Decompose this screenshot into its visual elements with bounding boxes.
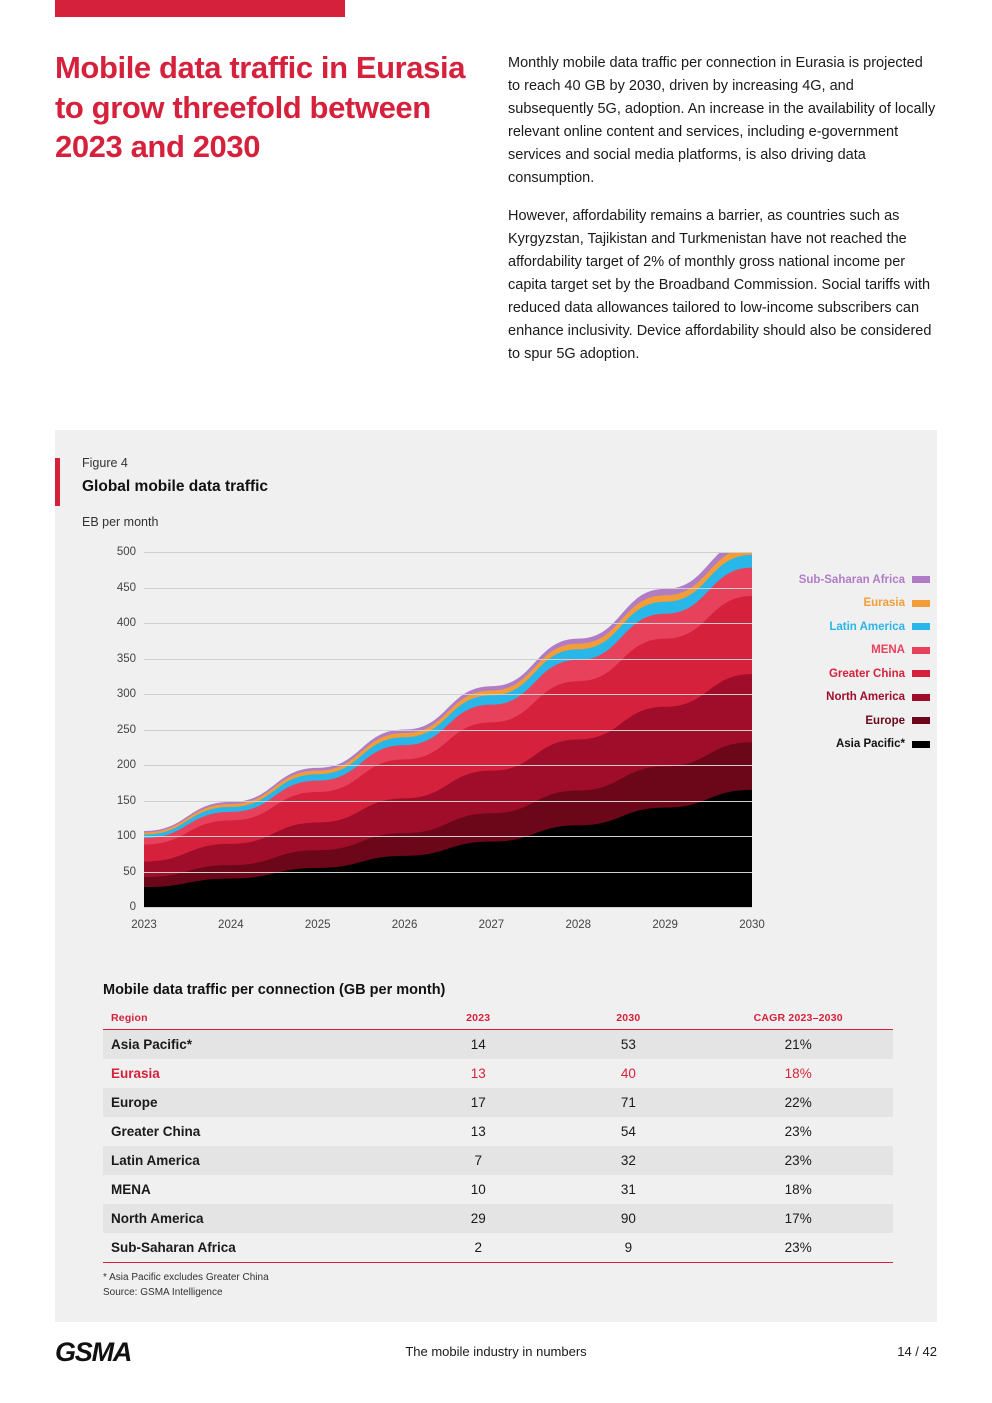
figure-number: Figure 4: [82, 456, 128, 470]
chart-gridline: [116, 617, 752, 629]
cell-region: Sub-Saharan Africa: [103, 1233, 403, 1263]
x-axis-tick: 2026: [391, 919, 418, 931]
legend-label: Asia Pacific*: [835, 738, 905, 751]
chart-gridline: [129, 901, 752, 913]
intro-paragraph-1: Monthly mobile data traffic per connection in Eurasia is projected to reach 40 GB by 2030, driven by increasing 4G, and subsequently 5G, adoption. An increase in the availability of locally relevant online content and services, including e-government services and social media platforms, is also driving data consumption.: [508, 55, 936, 186]
legend-swatch: [912, 647, 930, 654]
table-row: [103, 1030, 893, 1060]
chart-gridline: [116, 759, 752, 771]
page-title: Mobile data traffic in Eurasia to grow threefold between 2023 and 2030: [55, 50, 466, 165]
table-row: [103, 1175, 893, 1204]
y-axis-tick: 0: [129, 901, 136, 913]
cell-2023: 10: [470, 1182, 486, 1197]
cell-region: North America: [111, 1211, 204, 1226]
chart-plot-area: [116, 546, 765, 931]
cell-cagr: 18%: [784, 1182, 812, 1197]
legend-swatch: [912, 694, 930, 701]
cell-2023: 7: [474, 1153, 482, 1168]
intro-text: [508, 52, 938, 382]
cell-2030: 9: [553, 1233, 703, 1263]
table-row: [103, 1117, 893, 1146]
legend-item: [795, 662, 930, 686]
cell-2030: 53: [620, 1037, 636, 1052]
cell-region: Asia Pacific*: [111, 1037, 193, 1052]
cell-2023: 17: [470, 1095, 486, 1110]
x-axis-tick: 2024: [218, 919, 244, 931]
table-row: [103, 1088, 893, 1117]
cell-cagr: 23%: [784, 1124, 812, 1139]
cell-region: Eurasia: [111, 1066, 160, 1081]
chart-gridline: [123, 865, 752, 878]
legend-label: Eurasia: [863, 597, 905, 610]
chart-gridline: [116, 546, 752, 558]
gsma-logo: GSMA: [55, 1337, 132, 1367]
legend-item: [795, 615, 930, 639]
legend-swatch: [912, 670, 930, 677]
y-axis-tick: 300: [116, 688, 136, 700]
x-axis-tick: 2025: [304, 919, 331, 931]
x-axis-tick: 2029: [652, 919, 678, 931]
table-row: [103, 1204, 893, 1233]
figure-accent-bar: [55, 458, 60, 506]
intro-paragraph-2: However, affordability remains a barrier, as countries such as Kyrgyzstan, Tajikistan and Turkmenistan have not reached the affordability target of 2% of monthly gross national income per capita target set by the Broadband Commission. Social tariffs with reduced data allowances tailored to low-income subscribers can enhance inclusivity. Device affordability should also be considered to spur 5G adoption.: [508, 208, 932, 362]
legend-item: [795, 733, 930, 757]
x-axis-tick: 2028: [565, 919, 592, 931]
cell-2030: 31: [620, 1182, 636, 1197]
y-axis-tick: 350: [116, 652, 136, 665]
cell-2030: 71: [620, 1095, 636, 1110]
data-table: [103, 1008, 893, 1263]
col-header-2023: 2023: [403, 1008, 553, 1030]
col-header-2030: 2030: [553, 1008, 703, 1030]
cell-cagr: 17%: [784, 1211, 812, 1226]
cell-2030: 32: [620, 1153, 636, 1168]
legend-label: Latin America: [829, 620, 905, 633]
chart-gridline: [116, 794, 752, 807]
chart-gridline: [116, 723, 752, 736]
page-number: 14 / 42: [897, 1344, 937, 1359]
cell-2030: 54: [620, 1124, 636, 1139]
legend-swatch: [912, 600, 930, 607]
footer-caption: The mobile industry in numbers: [405, 1344, 587, 1359]
legend-item: [795, 568, 930, 592]
cell-region: Europe: [111, 1095, 158, 1110]
chart-gridline: [116, 581, 752, 594]
table-row: [103, 1146, 893, 1175]
cell-2023: 13: [470, 1066, 486, 1081]
cell-2023: 14: [470, 1037, 486, 1052]
cell-2023: 2: [403, 1233, 553, 1263]
figure-title: Global mobile data traffic: [82, 478, 269, 495]
cell-2023: 13: [470, 1124, 486, 1139]
cell-2023: 29: [470, 1211, 486, 1226]
col-header-cagr: CAGR 2023–2030: [703, 1008, 893, 1030]
chart-gridline: [116, 688, 752, 700]
legend-item: [795, 639, 930, 663]
cell-region: Greater China: [111, 1124, 201, 1139]
cell-2030: 90: [620, 1211, 636, 1226]
legend-item: [795, 592, 930, 616]
y-axis-tick: 250: [116, 723, 136, 736]
cell-region: Latin America: [111, 1153, 200, 1168]
cell-cagr: 22%: [784, 1095, 812, 1110]
y-axis-unit-label: EB per month: [82, 515, 159, 529]
y-axis-tick: 450: [116, 581, 136, 594]
cell-2030: 40: [620, 1066, 636, 1081]
cell-region: MENA: [111, 1182, 151, 1197]
legend-swatch: [912, 717, 930, 724]
legend-label: MENA: [871, 644, 905, 657]
table-row: [103, 1233, 893, 1263]
y-axis-tick: 50: [123, 865, 136, 878]
footnote-line-1: * Asia Pacific excludes Greater China: [103, 1272, 269, 1283]
x-axis-tick: 2030: [739, 919, 765, 931]
legend-swatch: [912, 741, 930, 748]
stacked-area-chart: [82, 542, 782, 942]
legend-item: [795, 686, 930, 710]
y-axis-tick: 400: [116, 617, 136, 629]
y-axis-tick: 150: [116, 794, 136, 807]
x-axis-tick: 2023: [131, 919, 157, 931]
top-accent-bar: [55, 0, 345, 17]
table-row: [103, 1059, 893, 1088]
y-axis-tick: 500: [116, 546, 136, 558]
legend-swatch: [912, 576, 930, 583]
cell-cagr: 23%: [784, 1153, 812, 1168]
legend-swatch: [912, 623, 930, 630]
cell-cagr: 23%: [703, 1233, 893, 1263]
table-header-row: [103, 1008, 893, 1030]
y-axis-tick: 100: [116, 830, 136, 842]
table-title: Mobile data traffic per connection (GB per month): [103, 982, 446, 998]
legend-label: Sub-Saharan Africa: [798, 573, 905, 586]
chart-gridline: [116, 652, 752, 665]
cell-cagr: 21%: [784, 1037, 812, 1052]
legend-label: North America: [826, 691, 905, 704]
figure-footnote: [103, 1270, 269, 1300]
col-header-region: Region: [103, 1008, 403, 1030]
chart-gridline: [116, 830, 752, 842]
legend-label: Greater China: [828, 667, 905, 680]
y-axis-tick: 200: [116, 759, 136, 771]
chart-legend: [795, 568, 930, 756]
legend-item: [795, 709, 930, 733]
figure-panel: [55, 430, 937, 1322]
legend-label: Europe: [865, 714, 905, 727]
footnote-line-2: Source: GSMA Intelligence: [103, 1287, 223, 1298]
x-axis-tick: 2027: [478, 919, 505, 931]
cell-cagr: 18%: [784, 1066, 812, 1081]
